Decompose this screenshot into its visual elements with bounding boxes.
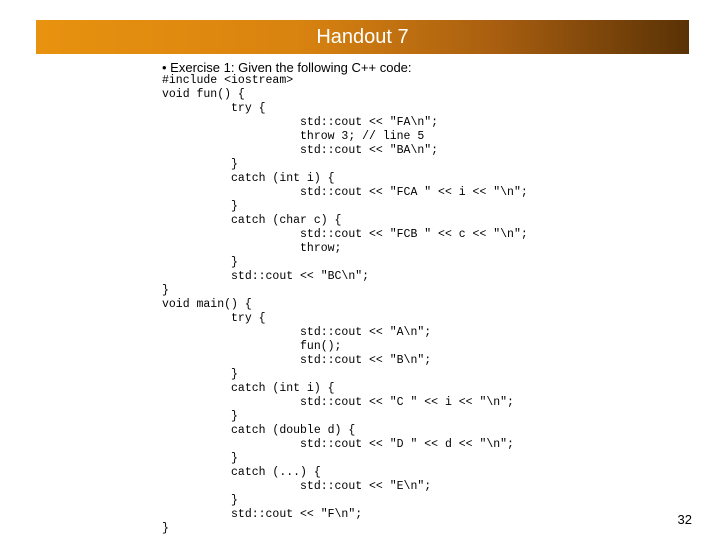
code-line: } [162, 158, 238, 171]
code-line: std::cout << "C " << i << "\n"; [162, 396, 514, 409]
code-line: std::cout << "BA\n"; [162, 144, 439, 157]
code-line: std::cout << "D " << d << "\n"; [162, 438, 514, 451]
code-line: std::cout << "FCA " << i << "\n"; [162, 186, 528, 199]
code-line: catch (int i) { [162, 382, 335, 395]
code-line: std::cout << "FA\n"; [162, 116, 439, 129]
code-line: throw 3; // line 5 [162, 130, 425, 143]
code-line: } [162, 200, 238, 213]
code-line: catch (char c) { [162, 214, 342, 227]
code-line: } [162, 494, 238, 507]
code-line: std::cout << "F\n"; [162, 508, 363, 521]
code-line: try { [162, 312, 266, 325]
code-line: catch (int i) { [162, 172, 335, 185]
code-line: std::cout << "A\n"; [162, 326, 432, 339]
code-line: catch (...) { [162, 466, 321, 479]
code-line: throw; [162, 242, 342, 255]
code-line: std::cout << "FCB " << c << "\n"; [162, 228, 528, 241]
slide-title: Handout 7 [316, 25, 409, 48]
title-bar [36, 20, 689, 54]
code-line: #include <iostream> [162, 74, 294, 87]
code-line: } [162, 452, 238, 465]
code-line: try { [162, 102, 266, 115]
code-line: } [162, 284, 169, 297]
code-line: } [162, 410, 238, 423]
page-number: 32 [677, 512, 692, 527]
code-line: std::cout << "E\n"; [162, 480, 432, 493]
code-line: void fun() { [162, 88, 245, 101]
code-line: } [162, 368, 238, 381]
exercise-heading: • Exercise 1: Given the following C++ code: [162, 60, 412, 75]
code-line: std::cout << "B\n"; [162, 354, 432, 367]
code-line: catch (double d) { [162, 424, 356, 437]
code-line: fun(); [162, 340, 342, 353]
code-line: std::cout << "BC\n"; [162, 270, 370, 283]
code-line: } [162, 256, 238, 269]
code-block [162, 74, 528, 536]
code-line: void main() { [162, 298, 252, 311]
code-line: } [162, 522, 169, 535]
